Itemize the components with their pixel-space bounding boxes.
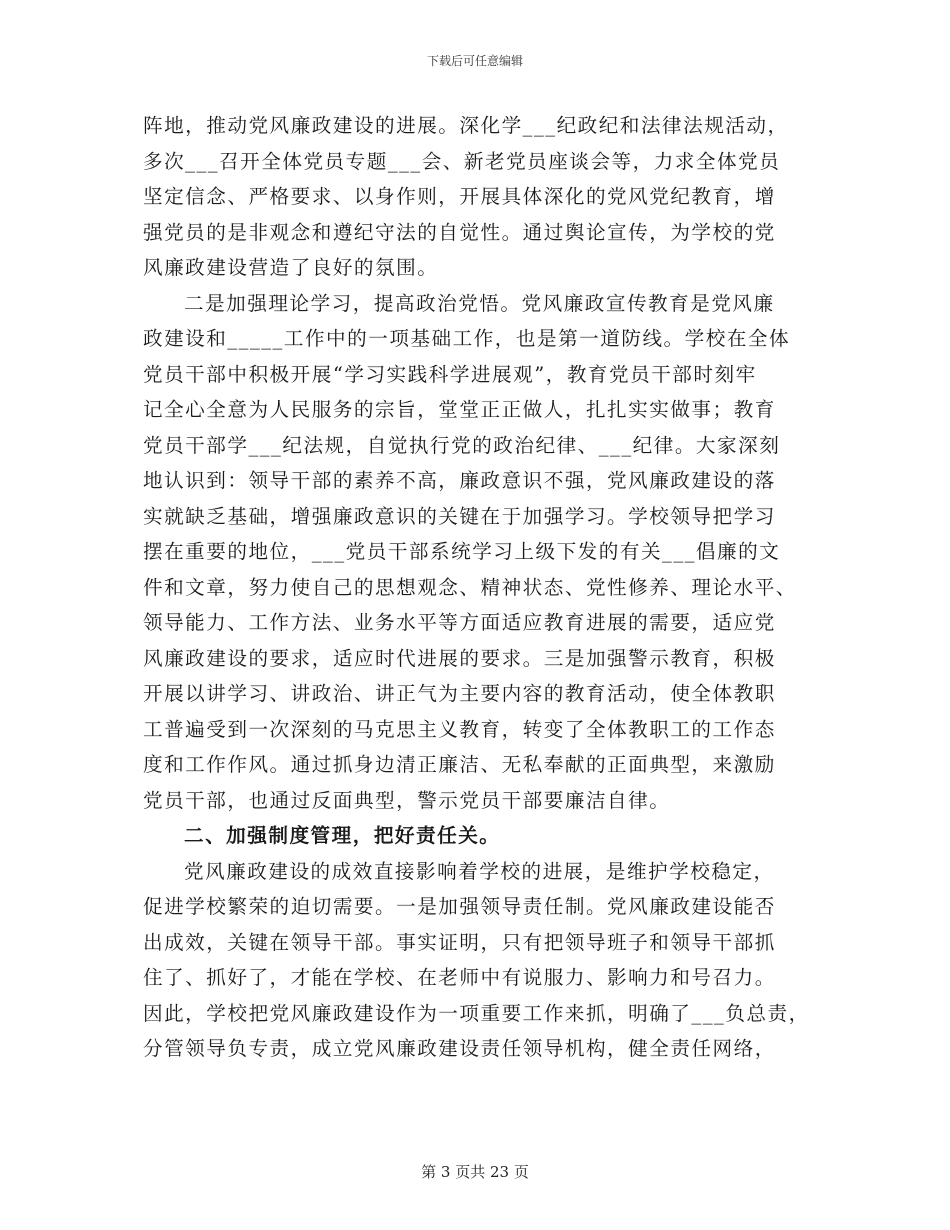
text-line: 政建设和_____工作中的一项基础工作，也是第一道防线。学校在全体	[143, 327, 791, 350]
body-text	[143, 108, 813, 1067]
text-line: 党员干部中积极开展“学习实践科学进展观”，教育党员干部时刻牢	[143, 362, 757, 386]
text-line: 多次___召开全体党员专题___会、新老党员座谈会等，力求全体党员	[143, 149, 781, 173]
text-line: 住了、抓好了，才能在学校、在老师中有说服力、影响力和号召力。	[143, 966, 776, 989]
text-line: 坚定信念、严格要求、以身作则，开展具体深化的党风党纪教育，增	[143, 185, 776, 208]
text-line: 记全心全意为人民服务的宗旨，堂堂正正做人，扎扎实实做事；教育	[143, 398, 776, 421]
text-line: 风廉政建设的要求，适应时代进展的要求。三是加强警示教育，积极	[143, 646, 776, 670]
paragraph-start-line: 二是加强理论学习，提高政治党悟。党风廉政宣传教育是党风廉	[184, 291, 775, 315]
text-line: 党员干部，也通过反面典型，警示党员干部要廉洁自律。	[143, 788, 671, 812]
page-header: 下载后可任意编辑	[426, 54, 523, 68]
paragraph-start-line: 党风廉政建设的成效直接影响着学校的进展，是维护学校稳定，	[184, 859, 775, 883]
text-line: 工普遍受到一次深刻的马克思主义教育，转变了全体教职工的工作态	[143, 717, 776, 741]
text-line: 领导能力、工作方法、业务水平等方面适应教育进展的需要，适应党	[143, 611, 776, 634]
text-line: 地认识到：领导干部的素养不高，廉政意识不强，党风廉政建设的落	[143, 469, 776, 492]
text-line: 实就缺乏基础，增强廉政意识的关键在于加强学习。学校领导把学习	[143, 504, 776, 528]
section-heading: 二、加强制度管理，把好责任关。	[184, 824, 501, 847]
text-line: 风廉政建设营造了良好的氛围。	[143, 256, 439, 279]
text-line: 因此，学校把党风廉政建设作为一项重要工作来抓，明确了___负总责，	[143, 1001, 810, 1025]
text-line: 开展以讲学习、讲政治、讲正气为主要内容的教育活动，使全体教职	[143, 682, 776, 705]
page-footer: 第 3 页共 23 页	[421, 1163, 529, 1181]
text-line: 强党员的是非观念和遵纪守法的自觉性。通过舆论宣传，为学校的党	[143, 220, 776, 244]
text-line: 摆在重要的地位，___党员干部系统学习上级下发的有关___倡廉的文	[143, 540, 781, 563]
text-line: 分管领导负专责，成立党风廉政建设责任领导机构，健全责任网络，	[143, 1037, 776, 1060]
text-line: 出成效，关键在领导干部。事实证明，只有把领导班子和领导干部抓	[143, 930, 776, 954]
text-line: 党员干部学___纪法规，自觉执行党的政治纪律、___纪律。大家深刻	[143, 433, 781, 457]
text-line: 件和文章，努力使自己的思想观念、精神状态、党性修养、理论水平、	[143, 575, 797, 599]
text-line: 阵地，推动党风廉政建设的进展。深化学___纪政纪和法律法规活动，	[143, 114, 789, 137]
text-line: 度和工作作风。通过抓身边清正廉洁、无私奉献的正面典型，来激励	[143, 753, 776, 776]
text-line: 促进学校繁荣的迫切需要。一是加强领导责任制。党风廉政建设能否	[143, 895, 776, 918]
